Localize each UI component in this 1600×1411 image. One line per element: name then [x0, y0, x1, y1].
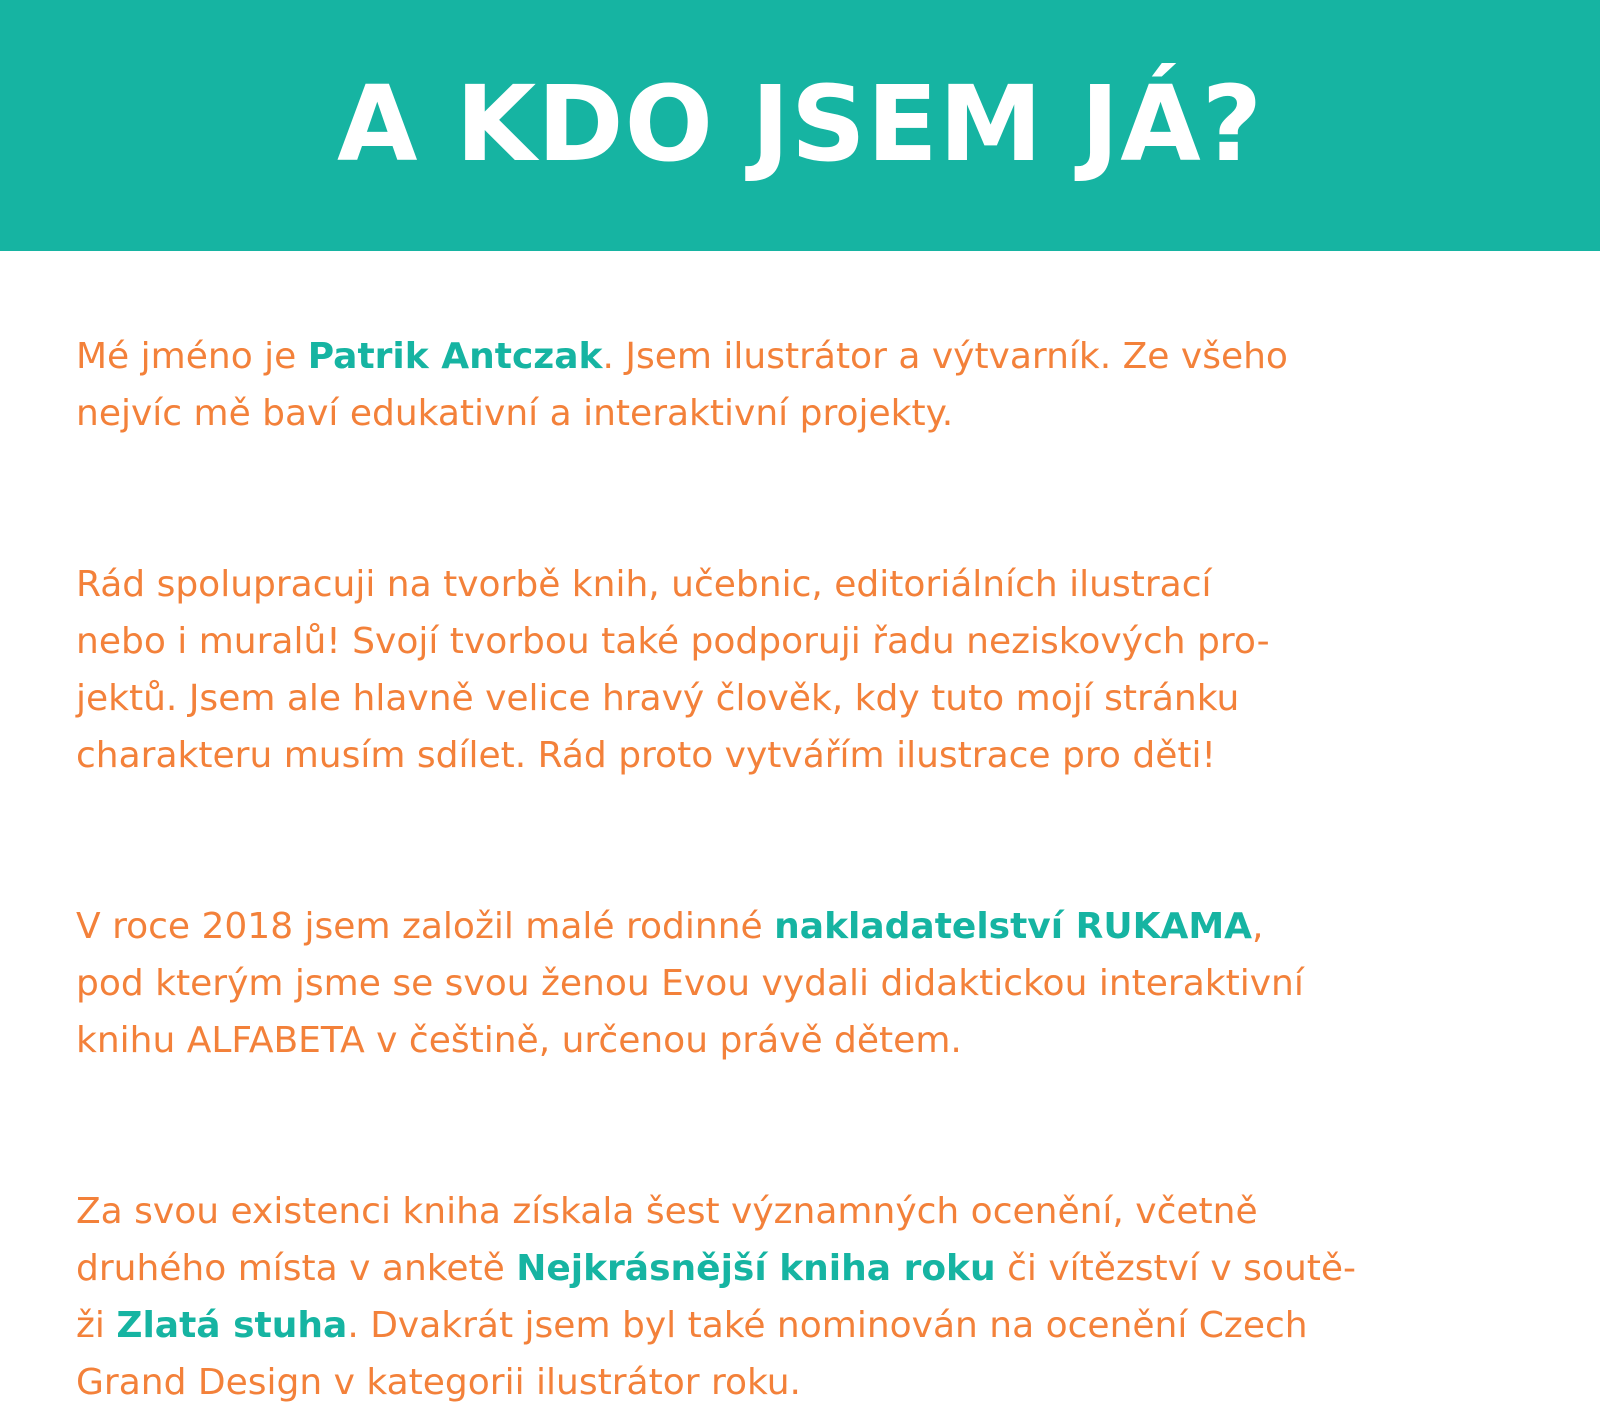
text-segment: Rád spolupracuji na tvorbě knih, učebnic, editoriálních ilustrací	[76, 564, 1212, 605]
text-line	[76, 898, 1576, 955]
text-segment: Mé jméno je	[76, 336, 308, 377]
text-line	[76, 1183, 1576, 1240]
text-line	[76, 1240, 1576, 1297]
text-line	[76, 727, 1576, 784]
paragraph-2	[76, 556, 1576, 784]
text-line	[76, 556, 1576, 613]
text-segment: druhého místa v anketě	[76, 1248, 517, 1289]
text-line	[76, 670, 1576, 727]
text-segment: . Dvakrát jsem byl také nominován na ocenění Czech	[347, 1305, 1308, 1346]
text-segment: pod kterým jsme se svou ženou Evou vydali didaktickou interaktivní	[76, 963, 1304, 1004]
text-line	[76, 1297, 1576, 1354]
text-segment: nejvíc mě baví edukativní a interaktivní projekty.	[76, 393, 954, 434]
text-segment: ži	[76, 1305, 117, 1346]
paragraph-1	[76, 328, 1576, 442]
text-segment: knihu ALFABETA v češtině, určenou právě dětem.	[76, 1020, 962, 1061]
bio-text	[76, 328, 1576, 1411]
text-segment: jektů. Jsem ale hlavně velice hravý člověk, kdy tuto mojí stránku	[76, 678, 1240, 719]
paragraph-3	[76, 898, 1576, 1069]
highlighted-text: Patrik Antczak	[307, 336, 603, 377]
text-line	[76, 385, 1576, 442]
text-line	[76, 955, 1576, 1012]
text-segment: charakteru musím sdílet. Rád proto vytvářím ilustrace pro děti!	[76, 735, 1216, 776]
text-line	[76, 1354, 1576, 1411]
text-line	[76, 1012, 1576, 1069]
text-segment: Grand Design v kategorii ilustrátor roku.	[76, 1362, 801, 1403]
paragraph-4	[76, 1183, 1576, 1411]
text-segment: . Jsem ilustrátor a výtvarník. Ze všeho	[602, 336, 1288, 377]
highlighted-text: nakladatelství RUKAMA	[774, 906, 1253, 947]
highlighted-text: Zlatá stuha	[116, 1305, 348, 1346]
text-segment: nebo i muralů! Svojí tvorbou také podporuji řadu neziskových pro-	[76, 621, 1270, 662]
text-line	[76, 328, 1576, 385]
text-line	[76, 613, 1576, 670]
text-segment: Za svou existenci kniha získala šest významných ocenění, včetně	[76, 1191, 1258, 1232]
text-segment: V roce 2018 jsem založil malé rodinné	[76, 906, 775, 947]
header-banner	[0, 0, 1600, 251]
page-title: A KDO JSEM JÁ?	[336, 63, 1264, 185]
text-segment: ,	[1252, 906, 1264, 947]
text-segment: či vítězství v soutě-	[995, 1248, 1357, 1289]
highlighted-text: Nejkrásnější kniha roku	[516, 1248, 996, 1289]
